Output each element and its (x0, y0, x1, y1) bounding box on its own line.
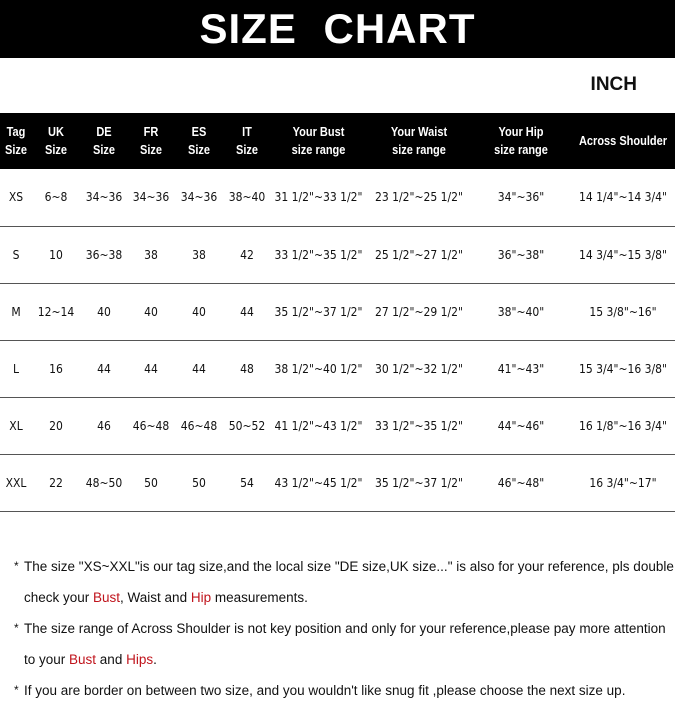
table-cell: S (12, 247, 20, 262)
note-item (14, 613, 674, 675)
table-cell: 38 (144, 247, 158, 262)
column-header (2, 113, 30, 169)
column-header-text: UK (48, 125, 64, 139)
table-cell: 10 (49, 247, 63, 262)
note-text: If you are border on between two size, and you wouldn't like snug fit ,please choose the next size up. (24, 683, 626, 698)
unit-label: INCH (590, 74, 637, 95)
table-cell: 25 1/2"~27 1/2" (374, 247, 464, 262)
table-row (0, 283, 675, 340)
table-cell: 48~50 (85, 475, 123, 490)
highlight-hips: Hips (126, 652, 154, 667)
table-cell: 14 3/4"~15 3/8" (578, 247, 668, 262)
title-bar (0, 0, 675, 58)
column-header (131, 113, 171, 169)
note-item (14, 675, 674, 706)
note-text: . (153, 652, 157, 667)
column-header (177, 113, 221, 169)
table-cell: 34~36 (132, 190, 170, 205)
column-header-text: Size (235, 143, 258, 157)
table-cell: 44 (144, 361, 158, 376)
table-cell: XS (8, 190, 24, 205)
column-header-text: Size (44, 143, 67, 157)
table-row (0, 340, 675, 397)
highlight-bust: Bust (93, 590, 121, 605)
table-cell: 12~14 (37, 304, 75, 319)
table-cell: 20 (49, 418, 63, 433)
note-text: , Waist and (120, 590, 191, 605)
column-header (35, 113, 77, 169)
table-row (0, 226, 675, 283)
table-cell: 35 1/2"~37 1/2" (274, 304, 363, 319)
column-header-text: Your Waist (390, 125, 448, 139)
table-cell: 54 (240, 475, 254, 490)
table-cell: 34~36 (85, 190, 123, 205)
table-cell: 42 (240, 247, 254, 262)
table-cell: 33 1/2"~35 1/2" (274, 247, 363, 262)
bullet-star: * (14, 683, 19, 697)
table-cell: 23 1/2"~25 1/2" (374, 190, 464, 205)
note-item (14, 551, 674, 613)
column-header-text: size range (494, 143, 548, 157)
table-cell: 46"~48" (497, 475, 545, 490)
table-cell: 35 1/2"~37 1/2" (374, 475, 464, 490)
column-header (373, 113, 465, 169)
table-cell: 14 1/4"~14 3/4" (578, 190, 668, 205)
table-cell: 44 (192, 361, 206, 376)
table-cell: 34"~36" (497, 190, 545, 205)
table-cell: 44"~46" (497, 418, 545, 433)
table-cell: 41 1/2"~43 1/2" (274, 418, 363, 433)
column-header-text: size range (392, 143, 446, 157)
table-cell: 46 (97, 418, 111, 433)
column-header-text: Across Shoulder (578, 134, 668, 148)
table-cell: 50 (144, 475, 158, 490)
table-cell: 27 1/2"~29 1/2" (374, 304, 464, 319)
table-cell: 38~40 (228, 190, 266, 205)
table-header-row (0, 113, 675, 169)
notes-section (14, 551, 674, 706)
column-header-text: Size (4, 143, 27, 157)
column-header-text: IT (242, 125, 252, 139)
table-cell: 43 1/2"~45 1/2" (274, 475, 363, 490)
table-cell: 15 3/8"~16" (589, 304, 657, 319)
table-cell: 33 1/2"~35 1/2" (374, 418, 464, 433)
table-cell: 16 1/8"~16 3/4" (578, 418, 668, 433)
table-cell: M (11, 304, 21, 319)
column-header-text: Size (92, 143, 115, 157)
table-row (0, 454, 675, 511)
column-header-text: Size (139, 143, 162, 157)
column-header-text: size range (291, 143, 346, 157)
table-cell: 40 (192, 304, 206, 319)
table-cell: 38 (192, 247, 206, 262)
table-cell: 16 (49, 361, 63, 376)
note-text: measurements. (211, 590, 308, 605)
table-cell: 16 3/4"~17" (589, 475, 657, 490)
table-cell: L (12, 361, 19, 376)
column-header (577, 113, 669, 169)
column-header-text: DE (96, 125, 112, 139)
column-header-text: Your Hip (498, 125, 544, 139)
table-cell: 6~8 (44, 190, 68, 205)
column-header-text: Size (187, 143, 210, 157)
table-cell: 15 3/4"~16 3/8" (578, 361, 668, 376)
note-text: and (96, 652, 127, 667)
highlight-hip: Hip (190, 590, 212, 605)
table-cell: 50~52 (228, 418, 266, 433)
table-cell: 48 (240, 361, 254, 376)
table-body (0, 169, 675, 511)
table-cell: 38"~40" (497, 304, 545, 319)
table-row (0, 169, 675, 226)
note-text: The size "XS~XXL"is our tag size,and the local size "DE size,UK size..." is also for your reference, pls double (24, 559, 674, 574)
table-cell: XL (9, 418, 23, 433)
note-text: check your (24, 590, 94, 605)
table-cell: 36"~38" (497, 247, 545, 262)
table-cell: 40 (144, 304, 158, 319)
page-title: SIZE CHART (199, 5, 476, 52)
bullet-star: * (14, 621, 19, 635)
table-cell: 38 1/2"~40 1/2" (274, 361, 363, 376)
table-cell: 46~48 (180, 418, 218, 433)
note-text: to your (24, 652, 70, 667)
table-cell: 46~48 (132, 418, 170, 433)
table-cell: 44 (97, 361, 111, 376)
column-header (477, 113, 565, 169)
table-cell: 34~36 (180, 190, 218, 205)
column-header-text: FR (143, 125, 159, 139)
table-row (0, 397, 675, 454)
column-header (227, 113, 267, 169)
size-chart-table (0, 113, 675, 512)
table-cell: 44 (240, 304, 254, 319)
table-cell: 50 (192, 475, 206, 490)
note-text: The size range of Across Shoulder is not key position and only for your reference,please pay more attention (24, 621, 666, 636)
highlight-bust: Bust (69, 652, 97, 667)
table-cell: XXL (5, 475, 27, 490)
bullet-star: * (14, 559, 19, 573)
column-header (83, 113, 125, 169)
table-cell: 22 (49, 475, 63, 490)
table-cell: 36~38 (85, 247, 123, 262)
column-header (276, 113, 361, 169)
column-header-text: Your Bust (292, 125, 345, 139)
column-header-text: Tag (6, 125, 26, 139)
table-cell: 41"~43" (497, 361, 545, 376)
table-cell: 40 (97, 304, 111, 319)
table-cell: 31 1/2"~33 1/2" (274, 190, 363, 205)
column-header-text: ES (191, 125, 207, 139)
table-cell: 30 1/2"~32 1/2" (374, 361, 464, 376)
